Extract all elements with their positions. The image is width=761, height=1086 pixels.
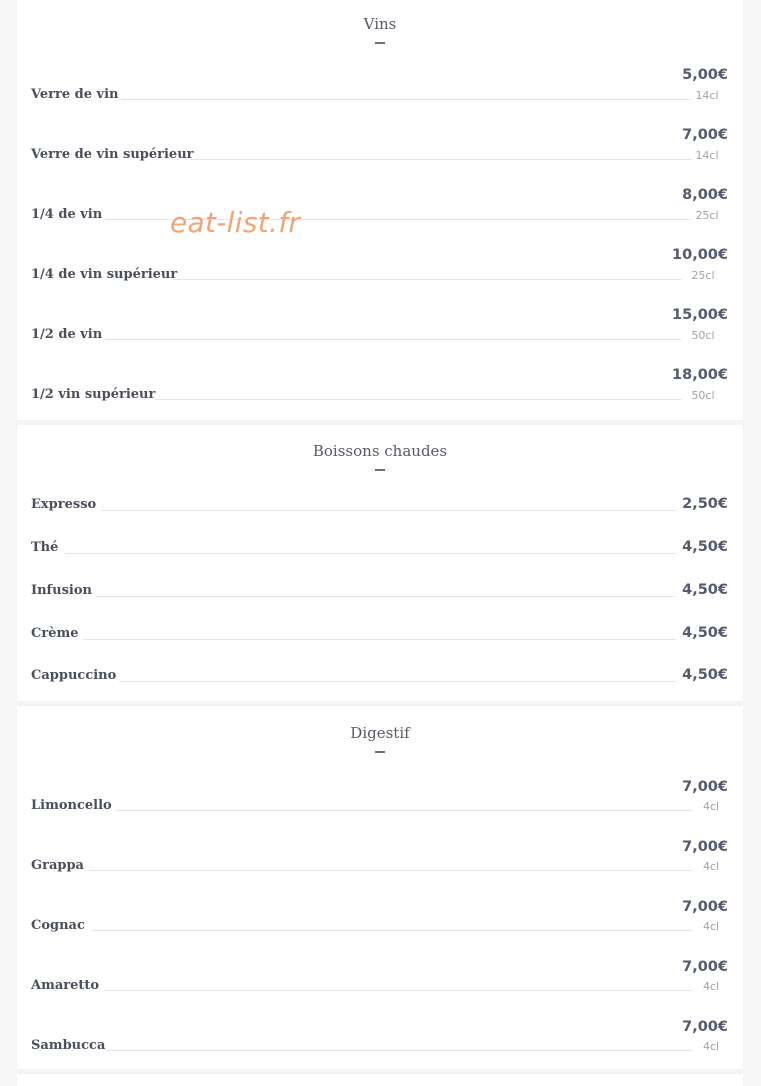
item-price: 4,50€ <box>682 582 728 598</box>
dotted-leader <box>104 990 692 991</box>
item-volume: 25cl <box>691 269 715 282</box>
section-title: Digestif <box>350 724 410 742</box>
section-vins <box>17 0 743 420</box>
section-digestif <box>17 706 743 1069</box>
dotted-leader <box>101 510 676 511</box>
menu-item <box>31 246 728 286</box>
title-dash <box>375 469 385 471</box>
item-price: 2,50€ <box>682 496 728 512</box>
menu-item <box>31 1018 728 1058</box>
menu-item <box>31 495 728 515</box>
item-name: Sambucca <box>31 1038 106 1053</box>
section-title: Vins <box>363 15 397 33</box>
item-name: Limoncello <box>31 798 112 813</box>
menu-item <box>31 666 728 686</box>
dotted-leader <box>107 1050 692 1051</box>
item-name: Infusion <box>31 583 92 598</box>
item-price: 18,00€ <box>672 367 728 383</box>
item-name: 1/4 de vin <box>31 207 103 222</box>
item-name: Verre de vin <box>31 87 119 102</box>
item-name: Cappuccino <box>31 668 117 683</box>
menu-item <box>31 538 728 558</box>
item-volume: 4cl <box>702 1040 720 1053</box>
item-price: 5,00€ <box>682 67 728 83</box>
item-price: 8,00€ <box>682 187 728 203</box>
dotted-leader <box>96 596 676 597</box>
item-name: Crème <box>31 626 79 641</box>
section-title: Boissons chaudes <box>312 442 448 460</box>
dotted-leader <box>173 279 682 280</box>
item-price: 7,00€ <box>682 899 728 915</box>
section-header <box>17 723 743 753</box>
menu-item <box>31 624 728 644</box>
item-name: 1/2 de vin <box>31 327 103 342</box>
item-name: 1/2 vin supérieur <box>31 387 156 402</box>
next-section-card <box>17 1074 743 1086</box>
menu-item <box>31 186 728 226</box>
item-volume: 4cl <box>702 860 720 873</box>
dotted-leader <box>119 681 676 682</box>
item-volume: 50cl <box>691 389 715 402</box>
menu-item <box>31 366 728 406</box>
menu-item <box>31 778 728 818</box>
item-name: Verre de vin supérieur <box>31 147 194 162</box>
menu-item <box>31 126 728 166</box>
dotted-leader <box>121 99 692 100</box>
dotted-leader <box>190 159 692 160</box>
item-volume: 4cl <box>702 980 720 993</box>
dotted-leader <box>65 553 676 554</box>
title-dash <box>375 42 385 44</box>
item-volume: 4cl <box>702 920 720 933</box>
dotted-leader <box>116 810 692 811</box>
item-name: Cognac <box>31 918 85 933</box>
section-header <box>17 441 743 471</box>
menu-item <box>31 838 728 878</box>
menu-item <box>31 958 728 998</box>
item-volume: 25cl <box>695 209 719 222</box>
title-dash <box>375 751 385 753</box>
item-price: 7,00€ <box>682 779 728 795</box>
dotted-leader <box>92 930 692 931</box>
item-name: Expresso <box>31 497 97 512</box>
dotted-leader <box>89 870 692 871</box>
menu-item <box>31 306 728 346</box>
item-price: 15,00€ <box>672 307 728 323</box>
item-name: Amaretto <box>31 978 100 993</box>
item-name: 1/4 de vin supérieur <box>31 267 178 282</box>
item-volume: 50cl <box>691 329 715 342</box>
item-volume: 4cl <box>702 800 720 813</box>
item-price: 7,00€ <box>682 127 728 143</box>
dotted-leader <box>155 399 682 400</box>
menu-item <box>31 898 728 938</box>
section-header <box>17 14 743 44</box>
item-price: 7,00€ <box>682 1019 728 1035</box>
item-name: Grappa <box>31 858 84 873</box>
item-price: 10,00€ <box>672 247 728 263</box>
item-name: Thé <box>31 540 59 555</box>
item-volume: 14cl <box>695 89 719 102</box>
item-volume: 14cl <box>695 149 719 162</box>
watermark-text: eat-list.fr <box>170 206 301 239</box>
item-price: 7,00€ <box>682 839 728 855</box>
dotted-leader <box>83 639 676 640</box>
item-price: 7,00€ <box>682 959 728 975</box>
item-price: 4,50€ <box>682 539 728 555</box>
menu-item <box>31 66 728 106</box>
menu-item <box>31 581 728 601</box>
item-price: 4,50€ <box>682 625 728 641</box>
item-price: 4,50€ <box>682 667 728 683</box>
section-boissons-chaudes <box>17 425 743 701</box>
dotted-leader <box>105 339 682 340</box>
